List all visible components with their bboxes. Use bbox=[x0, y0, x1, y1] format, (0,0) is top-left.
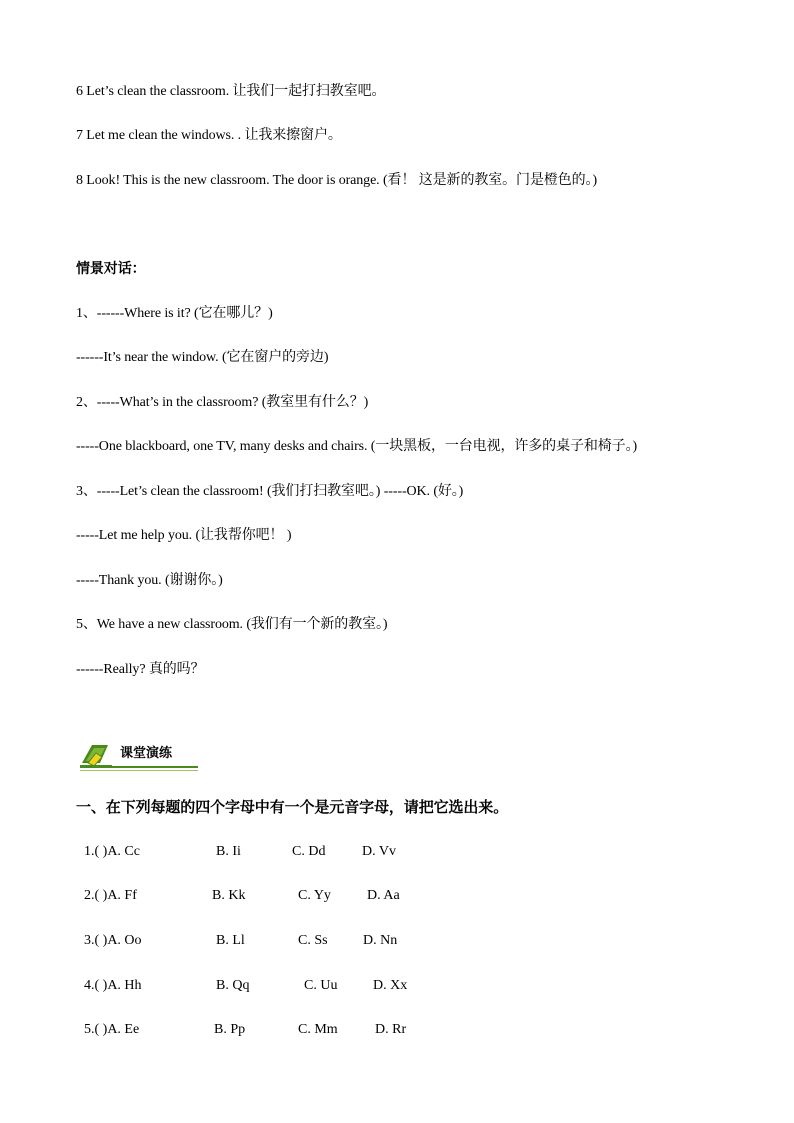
exercise-2-option-c: C. Yy bbox=[298, 888, 331, 903]
exercise-3-option-a: 3.( )A. Oo bbox=[84, 933, 142, 948]
exercise-5-option-c: C. Mm bbox=[298, 1022, 338, 1037]
exercise-4-option-c: C. Uu bbox=[304, 978, 338, 993]
dialogue-heading: 情景对话： bbox=[76, 261, 146, 277]
pencil-note-icon bbox=[78, 739, 114, 769]
exercise-3-option-d: D. Nn bbox=[363, 933, 398, 948]
exercise-1-option-a: 1.( )A. Cc bbox=[84, 844, 140, 859]
banner-label: 课堂演练 bbox=[120, 746, 173, 761]
exercise-1-option-b: B. Ii bbox=[216, 844, 241, 859]
dialogue-3-reply: -----Thank you. (谢谢你。) bbox=[76, 573, 223, 588]
section-banner bbox=[78, 739, 200, 773]
sentence-7: 7 Let me clean the windows. . 让我来擦窗户。 bbox=[76, 128, 342, 143]
exercise-2-option-b: B. Kk bbox=[212, 888, 246, 903]
dialogue-5-question: 5、We have a new classroom. (我们有一个新的教室。) bbox=[76, 617, 388, 632]
dialogue-2-question: 2、-----What’s in the classroom? (教室里有什么？) bbox=[76, 395, 369, 410]
sentence-8: 8 Look! This is the new classroom. The door is orange. (看！ 这是新的教室。门是橙色的。) bbox=[76, 173, 598, 188]
exercise-2-option-a: 2.( )A. Ff bbox=[84, 888, 137, 903]
exercise-1-option-c: C. Dd bbox=[292, 844, 326, 859]
banner-rule-thin bbox=[80, 770, 198, 771]
exercise-4-option-d: D. Xx bbox=[373, 978, 408, 993]
exercise-5-option-b: B. Pp bbox=[214, 1022, 246, 1037]
exercise-5-option-a: 5.( )A. Ee bbox=[84, 1022, 140, 1037]
exercise-title: 一、在下列每题的四个字母中有一个是元音字母，请把它选出来。 bbox=[76, 798, 509, 816]
exercise-3-option-c: C. Ss bbox=[298, 933, 328, 948]
dialogue-2-answer: -----One blackboard, one TV, many desks and chairs. (一块黑板，一台电视，许多的桌子和椅子。) bbox=[76, 439, 638, 454]
dialogue-3-question: 3、-----Let’s clean the classroom! (我们打扫教室吧。) -----OK. (好。) bbox=[76, 484, 464, 499]
dialogue-1-question: 1、------Where is it? (它在哪儿？) bbox=[76, 306, 273, 321]
banner-rule bbox=[80, 766, 198, 768]
exercise-4-option-a: 4.( )A. Hh bbox=[84, 978, 142, 993]
exercise-2-option-d: D. Aa bbox=[367, 888, 400, 903]
exercise-4-option-b: B. Qq bbox=[216, 978, 250, 993]
dialogue-3-answer: -----Let me help you. (让我帮你吧！ ) bbox=[76, 528, 292, 543]
exercise-1-option-d: D. Vv bbox=[362, 844, 396, 859]
sentence-6: 6 Let’s clean the classroom. 让我们一起打扫教室吧。 bbox=[76, 84, 386, 99]
exercise-3-option-b: B. Ll bbox=[216, 933, 245, 948]
dialogue-1-answer: ------It’s near the window. (它在窗户的旁边) bbox=[76, 350, 329, 365]
dialogue-5-answer: ------Really? 真的吗？ bbox=[76, 662, 205, 677]
exercise-5-option-d: D. Rr bbox=[375, 1022, 407, 1037]
